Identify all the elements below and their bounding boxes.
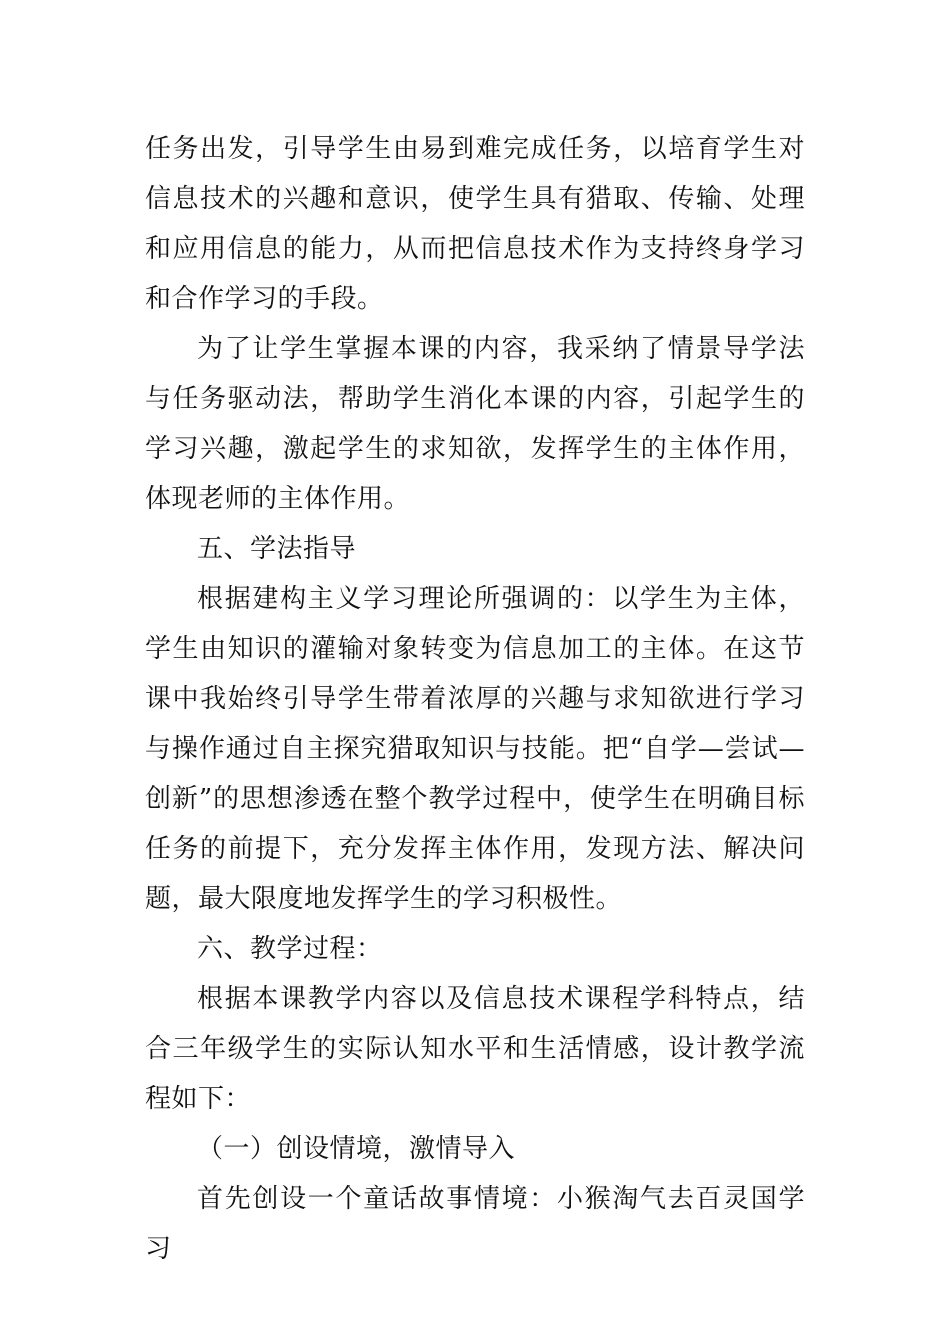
subsection-heading-create-situation: （一）创设情境，激情导入	[197, 1134, 516, 1164]
paragraph-process-design: 根据本课教学内容以及信息技术课程学科特点，结合三年级学生的实际认知水平和生活情感，设计教学流程如下：	[145, 984, 805, 1114]
section-heading-teaching-process: 六、教学过程：	[197, 934, 383, 964]
document-page	[145, 124, 805, 1274]
paragraph-fairy-tale-situation: 首先创设一个童话故事情境：小猴淘气去百灵国学习	[145, 1184, 805, 1264]
paragraph-constructivism: 根据建构主义学习理论所强调的：以学生为主体，学生由知识的灌输对象转变为信息加工的主体。在这节课中我始终引导学生带着浓厚的兴趣与求知欲进行学习与操作通过自主探究猎取知识与技能。把“自学—尝试—创新”的思想渗透在整个教学过程中，使学生在明确目标任务的前提下，充分发挥主体作用，发现方法、解决问题，最大限度地发挥学生的学习积极性。	[145, 584, 805, 914]
paragraph-intro-continuation: 任务出发，引导学生由易到难完成任务，以培育学生对信息技术的兴趣和意识，使学生具有猎取、传输、处理和应用信息的能力，从而把信息技术作为支持终身学习和合作学习的手段。	[145, 134, 805, 314]
section-heading-study-guidance: 五、学法指导	[197, 534, 357, 564]
paragraph-teaching-method: 为了让学生掌握本课的内容，我采纳了情景导学法与任务驱动法，帮助学生消化本课的内容，引起学生的学习兴趣，激起学生的求知欲，发挥学生的主体作用，体现老师的主体作用。	[145, 334, 805, 514]
